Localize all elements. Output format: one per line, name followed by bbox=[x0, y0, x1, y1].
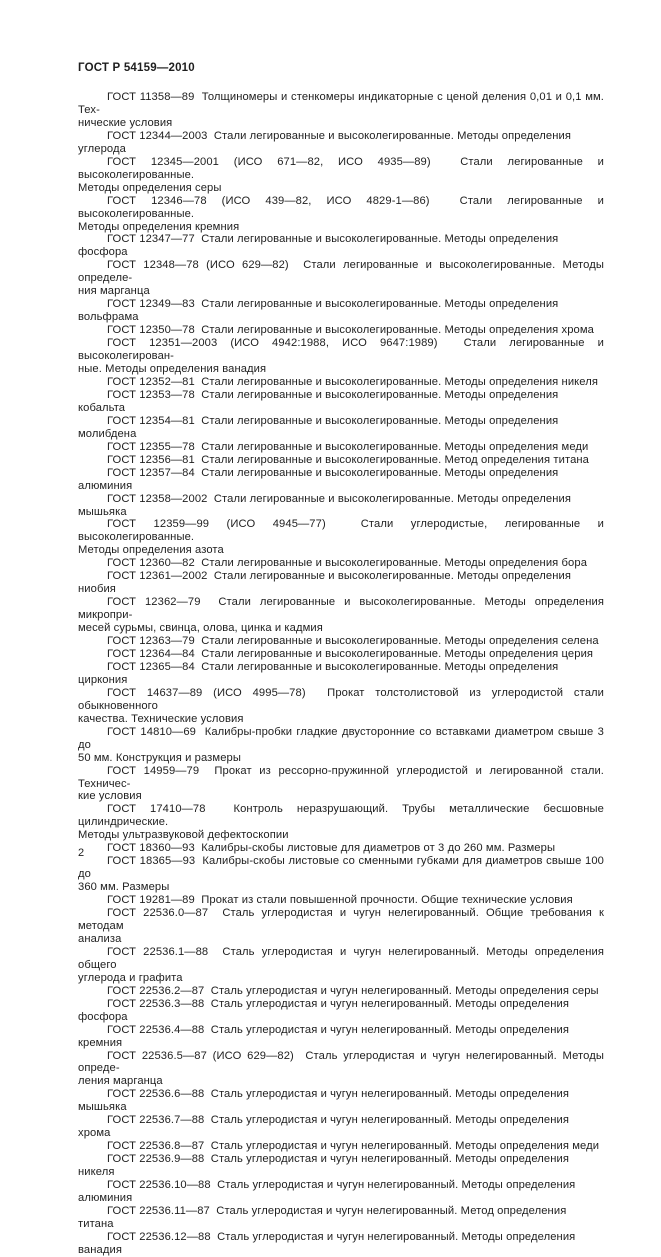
text-line: ГОСТ 19281—89 Прокат из стали повышенной прочности. Общие технические условия bbox=[107, 894, 573, 907]
text-line: ГОСТ 22536.8—87 Сталь углеродистая и чугун нелегированный. Методы определения меди bbox=[107, 1140, 600, 1153]
text-line: анализа bbox=[78, 932, 122, 945]
text-line: 360 мм. Размеры bbox=[78, 881, 170, 894]
standard-entry bbox=[78, 635, 604, 648]
text-line: ления марганца bbox=[78, 1075, 163, 1088]
text-line: ГОСТ 12363—79 Стали легированные и высоколегированные. Методы определения селена bbox=[107, 635, 599, 648]
text-line: ГОСТ 22536.9—88 Сталь углеродистая и чугун нелегированный. Методы определения никеля bbox=[78, 1153, 569, 1179]
standard-entry bbox=[78, 376, 604, 389]
text-line: Методы ультразвуковой дефектоскопии bbox=[78, 829, 289, 842]
text-line: ные. Методы определения ванадия bbox=[78, 363, 267, 376]
text-line: углерода и графита bbox=[78, 971, 183, 984]
standard-entry bbox=[78, 907, 604, 946]
text-line: ГОСТ 18360—93 Калибры-скобы листовые для диаметров от 3 до 260 мм. Размеры bbox=[107, 842, 556, 855]
standard-entry bbox=[78, 195, 604, 234]
text-line: Методы определения серы bbox=[78, 181, 222, 194]
standard-entry bbox=[78, 661, 604, 687]
text-line: ГОСТ 12349—83 Стали легированные и высоколегированные. Методы определения вольфрама bbox=[78, 298, 559, 324]
text-line: ГОСТ 18365—93 Калибры-скобы листовые со сменными губками для диаметров свыше 100 до bbox=[78, 855, 604, 881]
standard-entry bbox=[78, 855, 604, 894]
text-line: ния марганца bbox=[78, 285, 150, 298]
standard-entry bbox=[78, 259, 604, 298]
text-line: ГОСТ 12364—84 Стали легированные и высоколегированные. Методы определения церия bbox=[107, 647, 594, 660]
standard-entry bbox=[78, 493, 604, 519]
standard-entry bbox=[78, 985, 604, 998]
standard-entry bbox=[78, 570, 604, 596]
text-line: ГОСТ 12345—2001 (ИСО 671—82, ИСО 4935—89) Стали легированные и высоколегированные. bbox=[78, 155, 604, 181]
text-line: ГОСТ 14637—89 (ИСО 4995—78) Прокат толстолистовой из углеродистой стали обыкновенного bbox=[78, 686, 604, 712]
text-line: Методы определения азота bbox=[78, 544, 224, 557]
text-line: ГОСТ 14959—79 Прокат из рессорно-пружинной углеродистой и легированной стали. Техничес- bbox=[78, 764, 604, 790]
page-number: 2 bbox=[78, 847, 85, 859]
text-line: нические условия bbox=[78, 116, 173, 129]
text-line: кие условия bbox=[78, 790, 142, 803]
text-line: ГОСТ 22536.4—88 Сталь углеродистая и чугун нелегированный. Методы определения кремния bbox=[78, 1023, 569, 1049]
text-line: ГОСТ 22536.10—88 Сталь углеродистая и чугун нелегированный. Методы определения алюминия bbox=[78, 1179, 576, 1205]
standard-entry bbox=[78, 1024, 604, 1050]
standard-entry bbox=[78, 454, 604, 467]
standard-entry bbox=[78, 156, 604, 195]
standard-entry bbox=[78, 91, 604, 130]
text-line: ГОСТ 12365—84 Стали легированные и высоколегированные. Методы определения циркония bbox=[78, 660, 559, 686]
standard-entry bbox=[78, 1088, 604, 1114]
standards-list bbox=[78, 91, 604, 1257]
standard-entry bbox=[78, 415, 604, 441]
standard-entry bbox=[78, 324, 604, 337]
standard-entry bbox=[78, 518, 604, 557]
standard-entry bbox=[78, 648, 604, 661]
text-line: ГОСТ 12358—2002 Стали легированные и высоколегированные. Методы определения мышьяка bbox=[78, 492, 571, 518]
standard-entry bbox=[78, 467, 604, 493]
standard-entry bbox=[78, 803, 604, 842]
text-line: 50 мм. Конструкция и размеры bbox=[78, 751, 241, 764]
standard-entry bbox=[78, 1205, 604, 1231]
text-line: ГОСТ 12354—81 Стали легированные и высоколегированные. Методы определения молибдена bbox=[78, 414, 559, 440]
text-line: ГОСТ 12348—78 (ИСО 629—82) Стали легированные и высоколегированные. Методы определе- bbox=[78, 259, 604, 285]
document-header: ГОСТ Р 54159—2010 bbox=[78, 62, 195, 74]
standard-entry bbox=[78, 298, 604, 324]
standard-entry bbox=[78, 1231, 604, 1257]
text-line: ГОСТ 22536.12—88 Сталь углеродистая и чугун нелегированный. Методы определения ванадия bbox=[78, 1230, 576, 1256]
text-line: ГОСТ 12353—78 Стали легированные и высоколегированные. Методы определения кобальта bbox=[78, 388, 559, 414]
text-line: ГОСТ 12352—81 Стали легированные и высоколегированные. Методы определения никеля bbox=[107, 375, 599, 388]
text-line: ГОСТ 12359—99 (ИСО 4945—77) Стали углеродистые, легированные и высоколегированные. bbox=[78, 518, 604, 544]
text-line: ГОСТ 22536.11—87 Сталь углеродистая и чугун нелегированный. Метод определения титана bbox=[78, 1204, 567, 1230]
text-line: ГОСТ 22536.1—88 Сталь углеродистая и чугун нелегированный. Методы определения общего bbox=[78, 945, 604, 971]
text-line: ГОСТ 12347—77 Стали легированные и высоколегированные. Методы определения фосфора bbox=[78, 233, 559, 259]
standard-entry bbox=[78, 726, 604, 765]
text-line: ГОСТ 12351—2003 (ИСО 4942:1988, ИСО 9647:1989) Стали легированные и высоколегирован- bbox=[78, 337, 604, 363]
text-line: ГОСТ 12355—78 Стали легированные и высоколегированные. Методы определения меди bbox=[107, 440, 589, 453]
text-line: ГОСТ 22536.7—88 Сталь углеродистая и чугун нелегированный. Методы определения хрома bbox=[78, 1114, 569, 1140]
standard-entry bbox=[78, 1140, 604, 1153]
standard-entry bbox=[78, 946, 604, 985]
text-line: ГОСТ 22536.6—88 Сталь углеродистая и чугун нелегированный. Методы определения мышьяка bbox=[78, 1088, 569, 1114]
standard-entry bbox=[78, 1179, 604, 1205]
text-line: ГОСТ 11358—89 Толщиномеры и стенкомеры индикаторные с ценой деления 0,01 и 0,1 мм. Тех- bbox=[78, 91, 604, 116]
standard-entry bbox=[78, 233, 604, 259]
text-line: Методы определения кремния bbox=[78, 220, 240, 233]
standard-entry bbox=[78, 441, 604, 454]
text-line: ГОСТ 12344—2003 Стали легированные и высоколегированные. Методы определения углерода bbox=[78, 129, 571, 155]
text-line: ГОСТ 17410—78 Контроль неразрушающий. Трубы металлические бесшовные цилиндрические. bbox=[78, 803, 604, 829]
standard-entry bbox=[78, 687, 604, 726]
standard-entry bbox=[78, 130, 604, 156]
text-line: ГОСТ 22536.3—88 Сталь углеродистая и чугун нелегированный. Методы определения фосфора bbox=[78, 997, 569, 1023]
text-line: ГОСТ 12361—2002 Стали легированные и высоколегированные. Методы определения ниобия bbox=[78, 570, 571, 596]
standard-entry bbox=[78, 1153, 604, 1179]
standard-entry bbox=[78, 1050, 604, 1089]
standard-entry bbox=[78, 1114, 604, 1140]
text-line: месей сурьмы, свинца, олова, цинка и кадмия bbox=[78, 622, 323, 635]
text-line: ГОСТ 14810—69 Калибры-пробки гладкие двусторонние со вставками диаметром свыше 3 до bbox=[78, 725, 604, 751]
text-line: качества. Технические условия bbox=[78, 712, 244, 725]
text-line: ГОСТ 22536.0—87 Сталь углеродистая и чугун нелегированный. Общие требования к методам bbox=[78, 907, 604, 932]
text-line: ГОСТ 22536.5—87 (ИСО 629—82) Сталь углеродистая и чугун нелегированный. Методы опреде- bbox=[78, 1049, 604, 1075]
text-line: ГОСТ 22536.2—87 Сталь углеродистая и чугун нелегированный. Методы определения серы bbox=[107, 984, 599, 997]
text-line: ГОСТ 12350—78 Стали легированные и высоколегированные. Методы определения хрома bbox=[107, 324, 594, 337]
standard-entry bbox=[78, 596, 604, 635]
standard-entry bbox=[78, 998, 604, 1024]
standard-entry bbox=[78, 337, 604, 376]
standard-entry bbox=[78, 389, 604, 415]
text-line: ГОСТ 12346—78 (ИСО 439—82, ИСО 4829-1—86) Стали легированные и высоколегированные. bbox=[78, 194, 604, 220]
text-line: ГОСТ 12356—81 Стали легированные и высоколегированные. Метод определения титана bbox=[107, 453, 589, 466]
standard-entry bbox=[78, 894, 604, 907]
text-line: ГОСТ 12360—82 Стали легированные и высоколегированные. Методы определения бора bbox=[107, 557, 588, 570]
standard-entry bbox=[78, 765, 604, 804]
standard-entry bbox=[78, 557, 604, 570]
standard-entry bbox=[78, 842, 604, 855]
text-line: ГОСТ 12362—79 Стали легированные и высоколегированные. Методы определения микропри- bbox=[78, 596, 604, 622]
text-line: ГОСТ 12357—84 Стали легированные и высоколегированные. Методы определения алюминия bbox=[78, 466, 559, 492]
